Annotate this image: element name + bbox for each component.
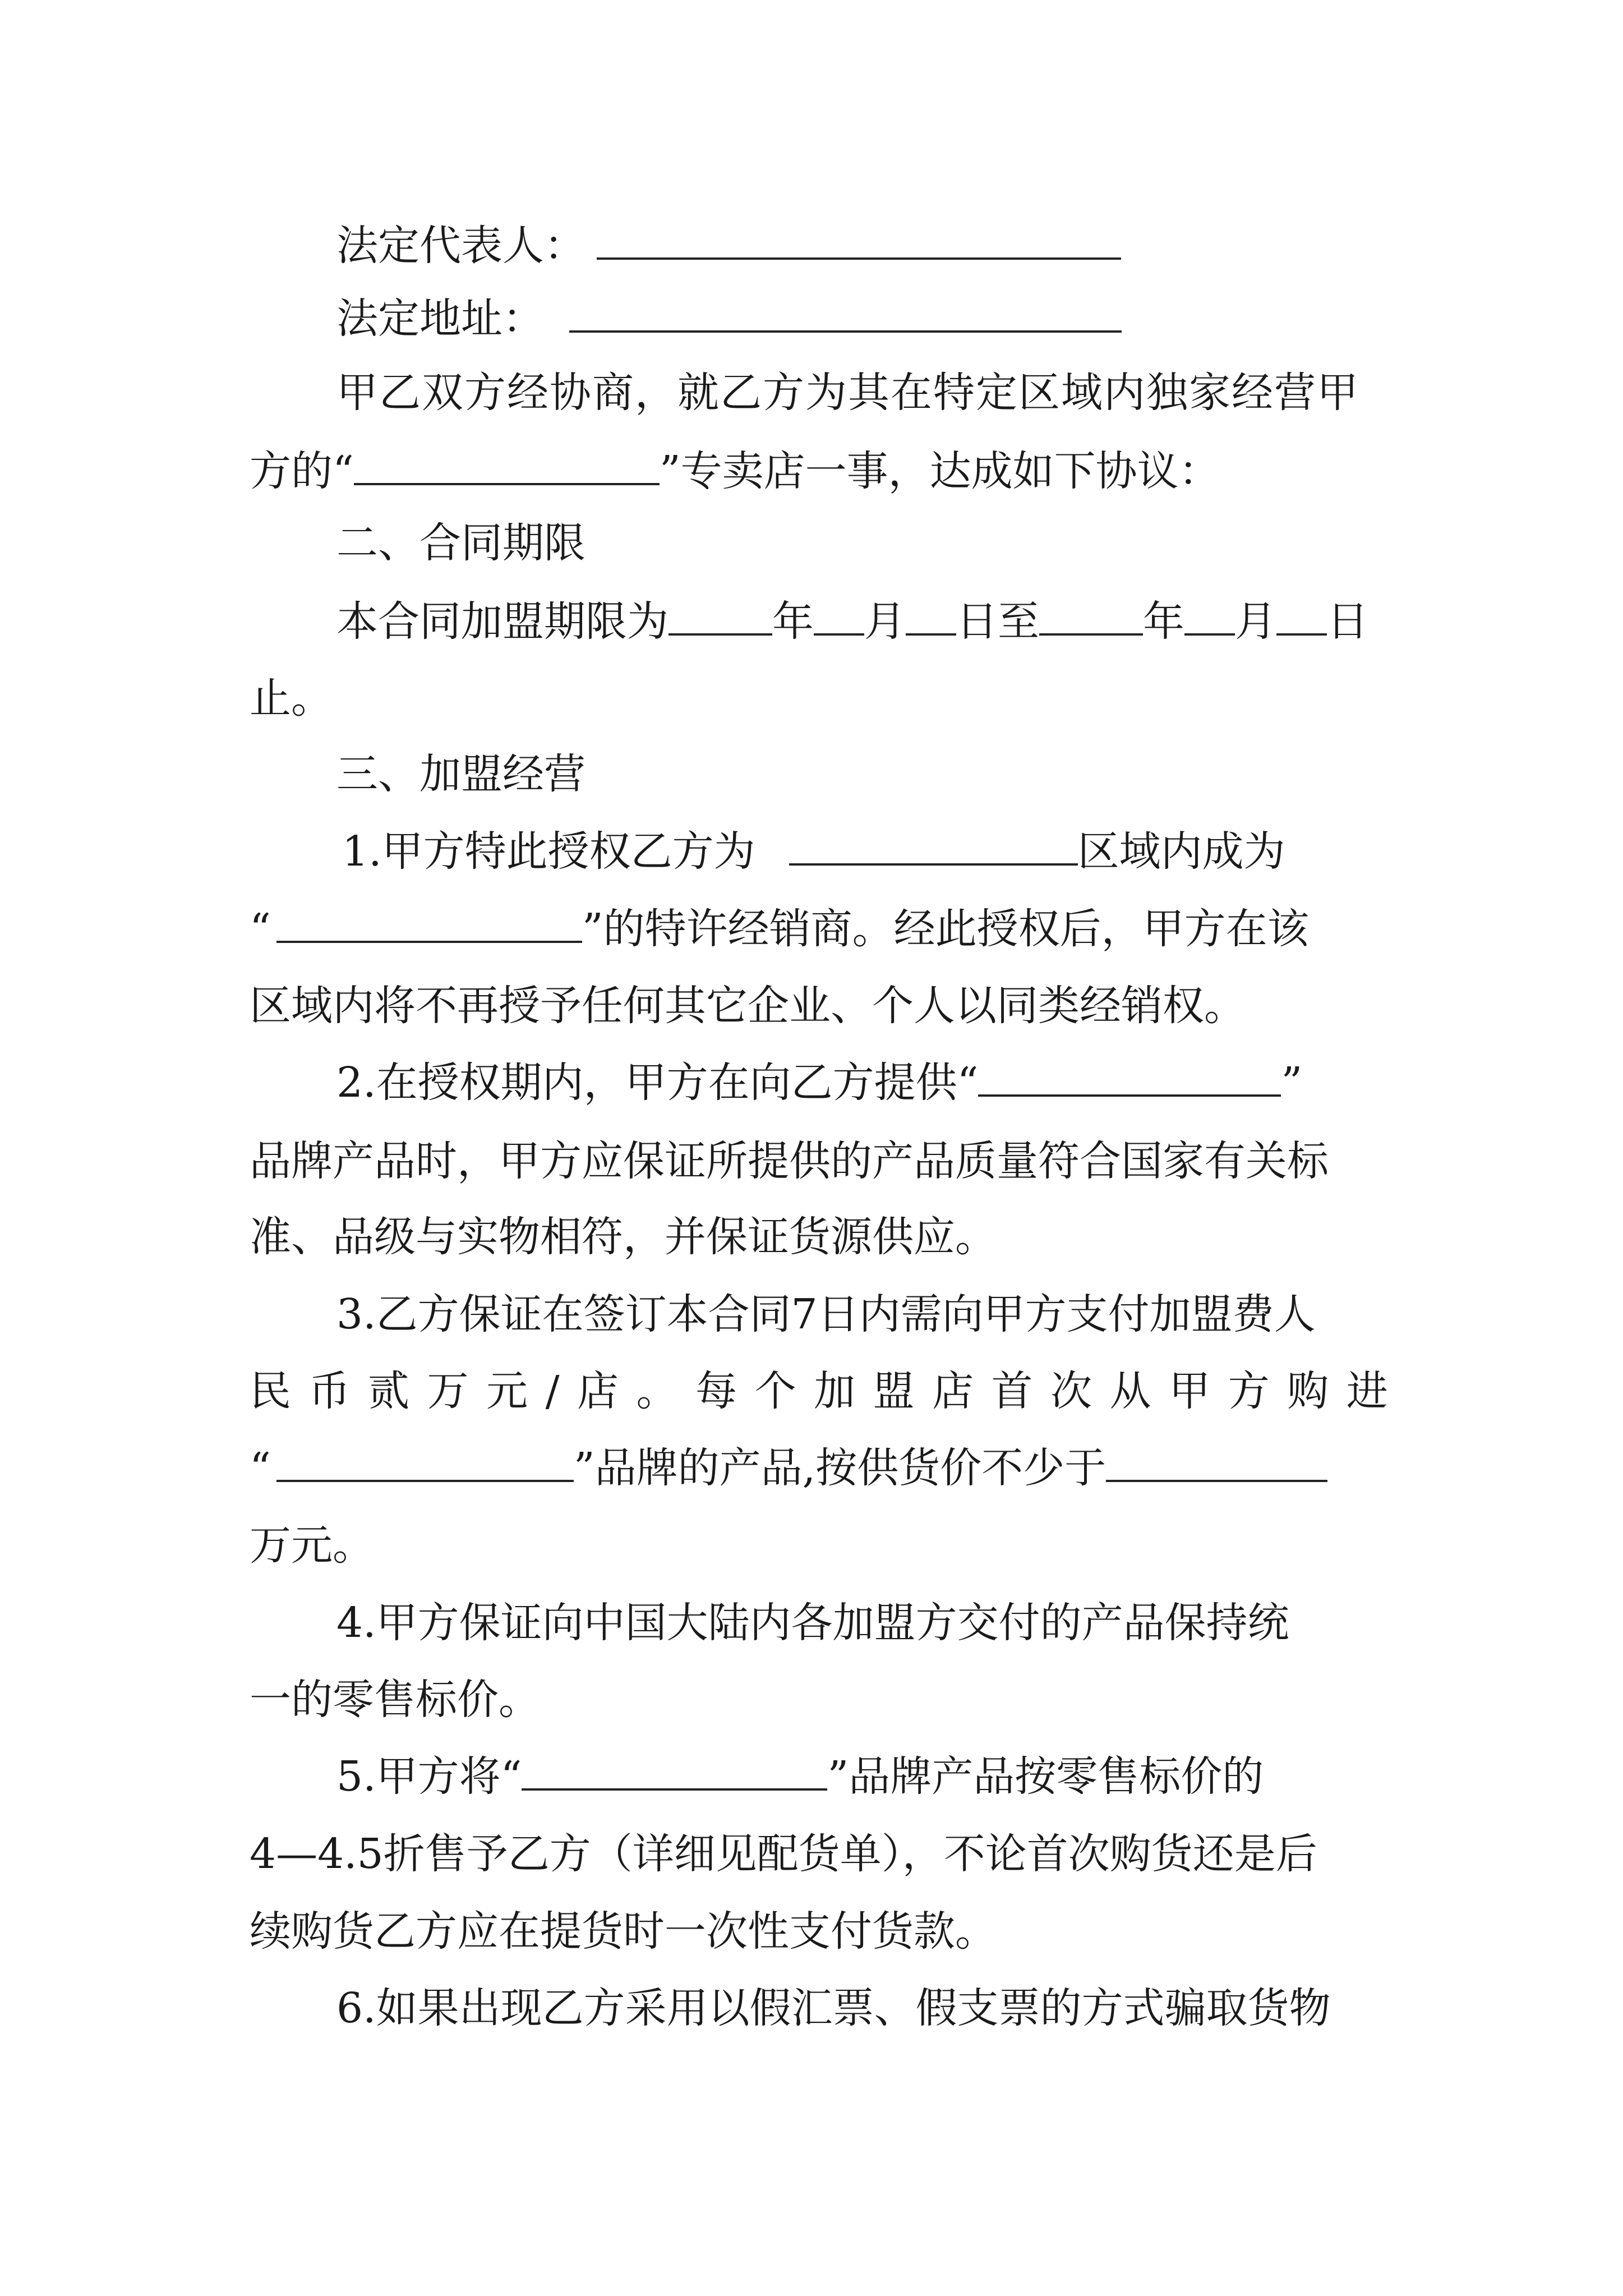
legal-address-blank (569, 297, 1122, 333)
item-3-char: 进 (1346, 1367, 1388, 1415)
legal-representative-blank (597, 224, 1121, 260)
end-year-unit: 年 (1143, 597, 1184, 646)
item-3-char: 万 (427, 1367, 469, 1415)
start-month-blank (814, 600, 864, 636)
item-3-char: 每 (695, 1367, 737, 1415)
item-3-line-4 (250, 1517, 1388, 1573)
item-5-text-c: 4—4.5折售予乙方（详细见配货单），不论首次购货还是后 (250, 1830, 1317, 1878)
legal-address-label: 法定地址： (336, 295, 544, 343)
intro-line-2 (250, 443, 1388, 499)
item-6-text-a: 6.如果出现乙方采用以假汇票、假支票的方式骗取货物 (336, 1984, 1331, 2032)
shop-name-blank (354, 449, 660, 485)
item-6-line-1 (250, 1980, 1388, 2036)
item-5-line-3 (250, 1903, 1388, 1959)
item-3-text-d: 万元。 (250, 1521, 374, 1570)
brand-blank-1 (276, 907, 582, 943)
item-3-char: 从 (1109, 1367, 1151, 1415)
item-3-text-c-b: ”品牌的产品,按供货价不少于 (573, 1444, 1106, 1492)
start-month-unit: 月 (864, 597, 906, 646)
intro-text-2a: 方的“ (250, 447, 354, 495)
term-end-text: 止。 (250, 674, 333, 723)
item-1-text-e: 区域内将不再授予任何其它企业、个人以同类经销权。 (250, 982, 1246, 1030)
start-year-blank (668, 600, 772, 636)
section-3-title-text: 三、加盟经营 (336, 750, 585, 798)
item-2-line-2 (250, 1133, 1388, 1189)
intro-line-1 (250, 365, 1388, 421)
item-1-text-d: ”的特许经销商。经此授权后，甲方在该 (582, 905, 1309, 953)
section-3-title (250, 746, 1388, 802)
item-5-text-a: 5.甲方将“ (336, 1752, 522, 1801)
item-2-text-c: 品牌产品时，甲方应保证所提供的产品质量符合国家有关标 (250, 1137, 1329, 1185)
item-4-text-b: 一的零售标价。 (250, 1676, 540, 1724)
amount-blank (1106, 1446, 1327, 1482)
section-2-title (250, 515, 1388, 571)
end-day-unit: 日 (1327, 597, 1368, 646)
intro-text-1: 甲乙双方经协商，就乙方为其在特定区域内独家经营甲 (336, 369, 1359, 417)
item-3-text-a: 3.乙方保证在签订本合同7日内需向甲方支付加盟费人 (336, 1290, 1316, 1338)
end-year-blank (1039, 600, 1143, 636)
item-2-text-d: 准、品级与实物相符，并保证货源供应。 (250, 1213, 997, 1261)
item-3-char: 加 (814, 1367, 856, 1415)
item-3-char: 店 (932, 1367, 974, 1415)
item-1-text-a: 1.甲方特此授权乙方为 (342, 827, 755, 876)
item-3-char: 次 (1050, 1367, 1092, 1415)
item-4-line-2 (250, 1672, 1388, 1728)
item-3-char: 元 (486, 1367, 528, 1415)
end-day-blank (1276, 600, 1327, 636)
item-3-char: 购 (1287, 1367, 1329, 1415)
item-5-line-1 (250, 1749, 1388, 1805)
item-1-line-2 (250, 901, 1388, 957)
start-day-unit: 日至 (956, 597, 1039, 646)
item-4-text-a: 4.甲方保证向中国大陆内各加盟方交付的产品保持统 (336, 1599, 1289, 1647)
item-3-char: 首 (991, 1367, 1033, 1415)
item-3-char: 币 (308, 1367, 351, 1415)
end-month-unit: 月 (1235, 597, 1276, 646)
item-1-line-1 (250, 823, 1388, 880)
item-5-line-2 (250, 1826, 1388, 1882)
term-line-2 (250, 670, 1388, 726)
term-line-1 (250, 593, 1388, 650)
start-year-unit: 年 (772, 597, 814, 646)
item-3-char: 。 (636, 1367, 678, 1415)
start-day-blank (906, 600, 956, 636)
legal-representative-label: 法定代表人： (336, 222, 585, 270)
section-2-title-text: 二、合同期限 (336, 519, 585, 567)
item-3-char: 店 (577, 1367, 619, 1415)
item-3-char: 民 (250, 1367, 291, 1415)
item-2-line-1 (250, 1055, 1388, 1111)
item-4-line-1 (250, 1595, 1388, 1651)
item-3-text-c-a: “ (250, 1444, 271, 1492)
item-3-char: / (545, 1367, 560, 1415)
item-1-line-3 (250, 978, 1388, 1034)
item-3-char: 盟 (873, 1367, 915, 1415)
item-2-text-b: ” (1281, 1059, 1303, 1107)
region-blank (789, 830, 1078, 866)
item-3-char: 甲 (1169, 1367, 1211, 1415)
intro-text-2b: ”专卖店一事，达成如下协议： (659, 447, 1220, 495)
brand-blank-4 (522, 1755, 827, 1791)
item-1-text-c: “ (250, 905, 271, 953)
brand-blank-3 (276, 1446, 574, 1482)
item-2-line-3 (250, 1209, 1388, 1265)
legal-representative-line (250, 218, 1388, 274)
item-5-text-d: 续购货乙方应在提货时一次性支付货款。 (250, 1907, 997, 1955)
item-3-char: 贰 (368, 1367, 410, 1415)
brand-blank-2 (978, 1061, 1281, 1097)
term-text: 本合同加盟期限为 (336, 597, 668, 646)
end-month-blank (1184, 600, 1235, 636)
item-5-text-b: ”品牌产品按零售标价的 (827, 1752, 1264, 1801)
item-3-line-1 (250, 1286, 1388, 1342)
item-1-text-b: 区域内成为 (1077, 827, 1285, 876)
legal-address-line (250, 291, 1388, 347)
item-3-char: 方 (1228, 1367, 1270, 1415)
item-3-line-2 (250, 1363, 1388, 1419)
item-2-text-a: 2.在授权期内，甲方在向乙方提供“ (336, 1059, 979, 1107)
item-3-line-3 (250, 1440, 1388, 1496)
item-3-char: 个 (754, 1367, 796, 1415)
